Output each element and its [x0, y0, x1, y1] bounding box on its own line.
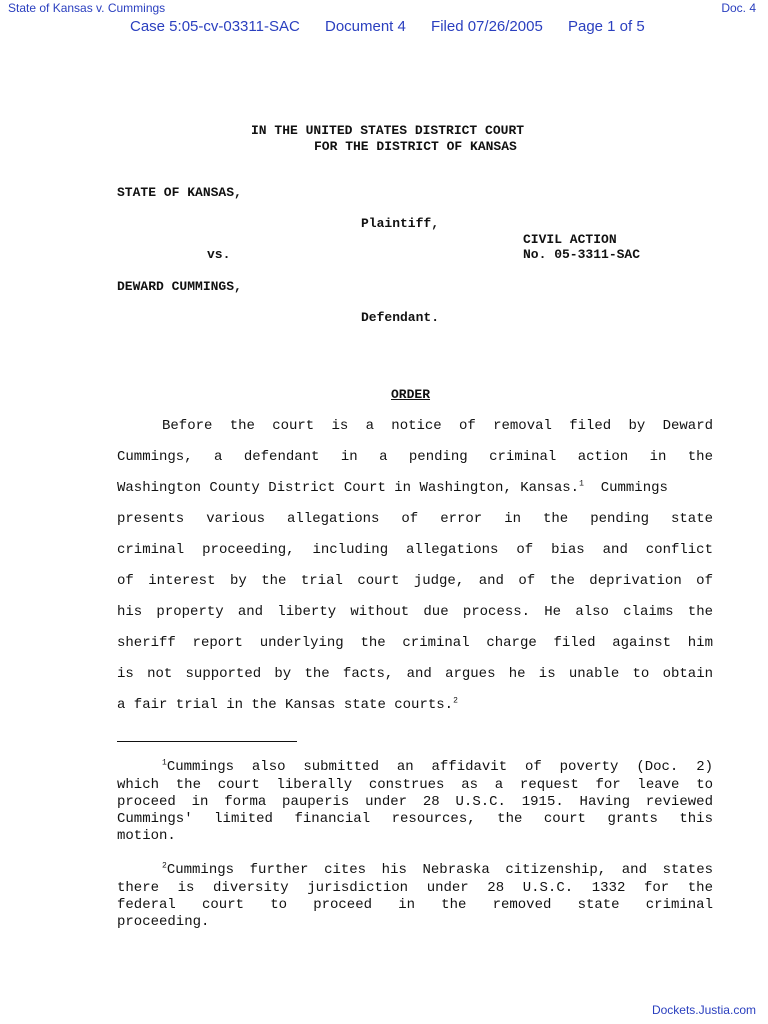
order-line: presents various allegations of error in the pending state [117, 511, 713, 527]
order-line: criminal proceeding, including allegations of bias and conflict [117, 542, 713, 558]
order-line: Cummings, a defendant in a pending criminal action in the [117, 449, 713, 465]
order-line: Before the court is a notice of removal filed by Deward [162, 418, 713, 434]
case-number: Case 5:05-cv-03311-SAC [130, 18, 300, 35]
footnote-divider [117, 741, 297, 742]
footnote-line: there is diversity jurisdiction under 28 U.S.C. 1332 for the [117, 880, 713, 896]
order-line: sheriff report underlying the criminal charge filed against him [117, 635, 713, 651]
order-line-text: Cummings [600, 480, 668, 496]
footnote-line: which the court liberally construes as a request for leave to [117, 777, 713, 793]
plaintiff-role: Plaintiff, [361, 216, 440, 231]
order-line-text: Washington County District Court in Washington, Kansas. [117, 480, 580, 496]
document-number: Document 4 [324, 18, 406, 35]
order-line: is not supported by the facts, and argues he is unable to obtain [117, 666, 713, 682]
order-line: his property and liberty without due process. He also claims the [117, 604, 713, 620]
doc-number-link[interactable]: Doc. 4 [721, 1, 756, 15]
defendant-name: DEWARD CUMMINGS, [117, 279, 242, 294]
defendant-role: Defendant. [361, 310, 440, 325]
footnote-line [162, 759, 713, 775]
court-name-line2: FOR THE DISTRICT OF KANSAS [314, 139, 517, 154]
civil-action-label: CIVIL ACTION [523, 232, 617, 247]
case-no: No. 05-3311-SAC [523, 247, 641, 262]
order-heading: ORDER [391, 387, 431, 402]
footnote-line: proceed in forma pauperis under 28 U.S.C. 1915. Having reviewed [117, 794, 713, 810]
order-line [117, 697, 713, 714]
plaintiff-name: STATE OF KANSAS, [117, 185, 242, 200]
order-line [117, 480, 713, 497]
footnote-text: Cummings further cites his Nebraska citizenship, and states [166, 862, 713, 878]
versus-label: vs. [207, 247, 231, 262]
order-line: of interest by the trial court judge, and of the deprivation of [117, 573, 713, 589]
footnote-line [162, 862, 713, 878]
footnote-text: Cummings also submitted an affidavit of poverty (Doc. 2) [166, 759, 713, 775]
footnote-line: proceeding. [117, 914, 210, 930]
footnote-line: federal court to proceed in the removed state criminal [117, 897, 713, 913]
footnote-line: motion. [117, 828, 176, 844]
court-name-line1: IN THE UNITED STATES DISTRICT COURT [251, 123, 525, 138]
page-indicator: Page 1 of 5 [567, 18, 645, 35]
footnote-ref[interactable]: 1 [579, 479, 584, 489]
docket-title-link[interactable]: State of Kansas v. Cummings [8, 1, 166, 15]
filed-date: Filed 07/26/2005 [431, 18, 543, 35]
footnote-mark: 1 [162, 758, 167, 768]
footnote-ref[interactable]: 2 [453, 696, 458, 706]
justia-link[interactable]: Dockets.Justia.com [651, 1003, 756, 1017]
footnote-mark: 2 [162, 861, 167, 871]
order-line-text: a fair trial in the Kansas state courts. [117, 697, 454, 713]
footnote-line: Cummings' limited financial resources, the court grants this [117, 811, 713, 827]
case-header [130, 18, 666, 35]
